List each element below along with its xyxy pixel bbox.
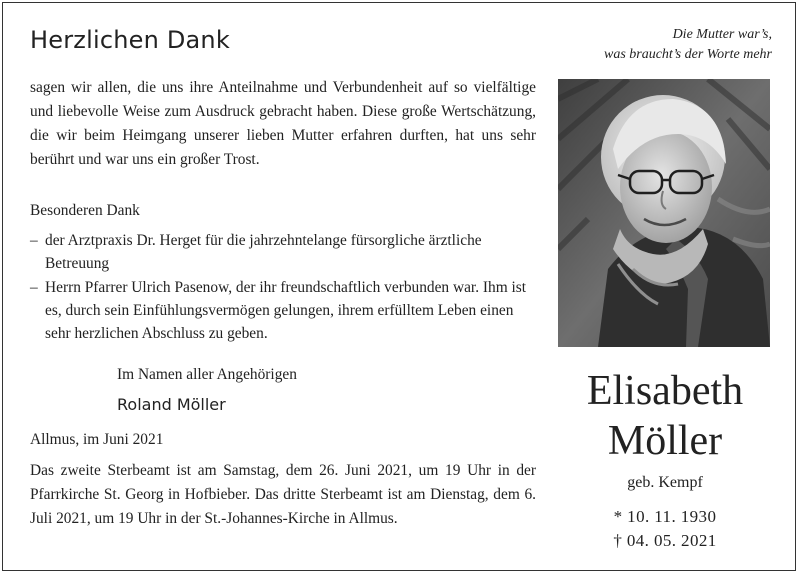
service-announcement: Das zweite Sterbeamt ist am Samstag, dem 26. Juni 2021, um 19 Uhr in der Pfarrkirche St. Georg in Hofbieber. Das dritte Sterbeamt ist am Dienstag, dem 6. Juli 2021, um 19 Uhr in der St.-Johannes-Kirche in Allmus. [30,462,536,527]
list-item-text: Herrn Pfarrer Ulrich Pasenow, der ihr freundschaftlich verbunden war. Ihm ist es, durch sein Einfühlungsvermögen gelungen, ihrem erfülltem Leben einen sehr herzlichen Abschluss zu geben. [45,279,527,342]
list-item [30,276,540,345]
death-date: † 04. 05. 2021 [613,531,717,550]
list-item-text: der Arztpraxis Dr. Herget für die jahrzehntelange fürsorgliche ärztliche Betreuung [45,232,482,272]
thanks-paragraph: sagen wir allen, die uns ihre Anteilnahme und Verbundenheit auf so vielfältige und liebevolle Weise zum Ausdruck gebracht haben. Diese große Wertschätzung, die wir beim Heimgang unserer lieben Mutter erfahren durften, hat uns sehr berührt und war uns ein großer Trost. [30,79,536,168]
list-item [30,229,540,275]
quote-line: Die Mutter war’s, [672,27,772,42]
list-dash: – [30,232,38,249]
memorial-quote [548,25,772,65]
place-date: Allmus, im Juni 2021 [30,431,164,448]
maiden-name: geb. Kempf [627,474,703,491]
notice-heading: Herzlichen Dank [30,26,230,54]
signoff-intro: Im Namen aller Angehörigen [117,366,297,383]
special-thanks-list [30,229,540,346]
signoff-name: Roland Möller [117,395,226,414]
special-thanks-heading: Besonderen Dank [30,202,140,219]
birth-date: * 10. 11. 1930 [613,507,717,526]
deceased-first-name: Elisabeth [586,368,744,414]
list-dash: – [30,279,38,296]
deceased-last-name: Möller [607,418,723,464]
portrait-photo [558,79,770,347]
quote-line: was braucht’s der Worte mehr [603,47,772,62]
